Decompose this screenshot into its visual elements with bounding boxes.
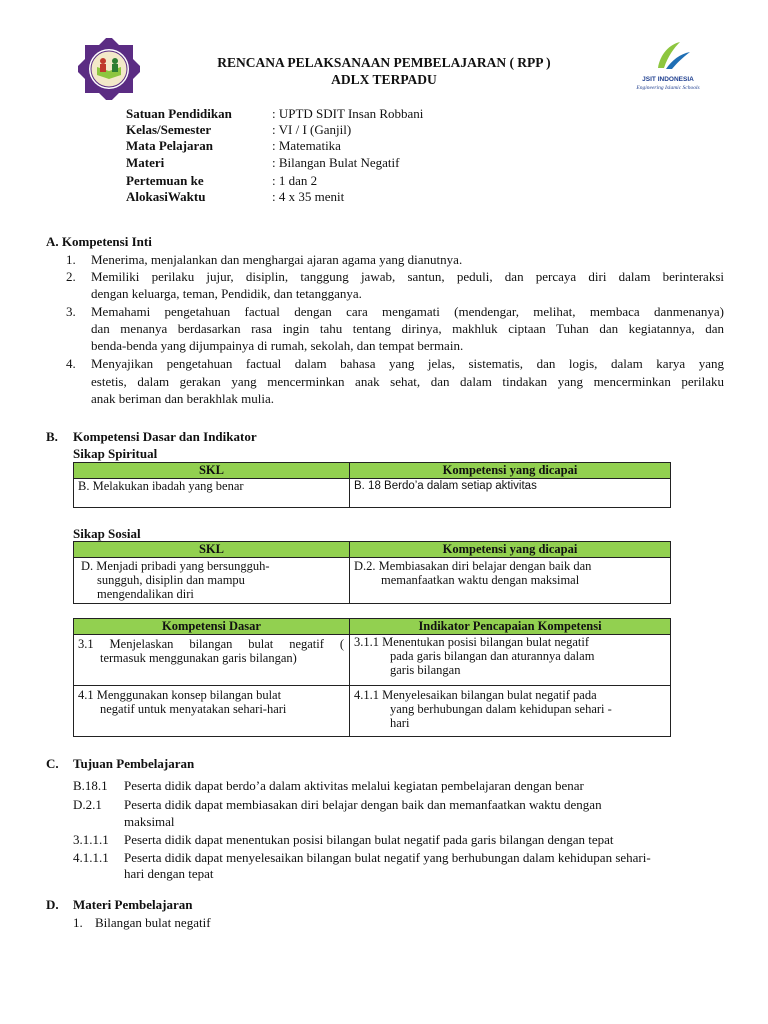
info-label: Materi — [126, 155, 165, 170]
cell-line: sungguh, disiplin dan mampu — [97, 573, 245, 587]
info-value: : 4 x 35 menit — [272, 189, 345, 204]
objective-text: Peserta didik dapat membiasakan diri belajar dengan baik dan memanfaatkan waktu dengan — [124, 797, 602, 812]
cell-line: mengendalikan diri — [97, 587, 194, 601]
table-header: SKL — [74, 463, 350, 479]
list-item-text: Menyajikan pengetahuan factual dalam bahasa yang jelas, sistematis, dan logis, dalam karya yang — [91, 356, 724, 371]
kompetensi-dasar-table — [73, 618, 671, 737]
objective-text: Peserta didik dapat menentukan posisi bilangan bulat negatif pada garis bilangan dengan tepat — [124, 832, 614, 847]
list-item-text: benda-benda yang dijumpainya di rumah, sekolah, dan tempat bermain. — [91, 338, 464, 353]
list-item-text: Menerima, menjalankan dan menghargai ajaran agama yang dianutnya. — [91, 252, 463, 267]
cell-line: D. Menjadi pribadi yang bersungguh- — [81, 559, 270, 573]
list-number: 1. — [66, 252, 76, 267]
info-value: : 1 dan 2 — [272, 173, 318, 188]
table-row — [74, 635, 671, 686]
list-number: 2. — [66, 269, 76, 284]
table-cell — [350, 635, 671, 686]
section-b-number: B. — [46, 429, 58, 444]
objective-code: D.2.1 — [73, 797, 102, 812]
objective-text: maksimal — [124, 814, 175, 829]
cell-line: yang berhubungan dalam kehidupan sehari - — [390, 702, 612, 716]
table-cell — [74, 635, 350, 686]
info-label: Kelas/Semester — [126, 122, 212, 137]
list-item-text: dengan keluarga, teman, Pendidik, dan tetangganya. — [91, 286, 362, 301]
table-header: Indikator Pencapaian Kompetensi — [350, 619, 671, 635]
info-value: : Bilangan Bulat Negatif — [272, 155, 400, 170]
list-number: 3. — [66, 304, 76, 319]
sikap-spiritual-title: Sikap Spiritual — [73, 446, 158, 461]
list-item-text: estetis, dalam gerakan yang mencerminkan anak sehat, dan dalam tindakan yang mencerminkan perilaku — [91, 374, 724, 389]
cell-line: termasuk menggunakan garis bilangan) — [100, 651, 297, 665]
info-label: Pertemuan ke — [126, 173, 204, 188]
logo-name: JSIT INDONESIA — [642, 76, 694, 83]
objective-code: B.18.1 — [73, 778, 108, 793]
document-title: RENCANA PELAKSANAAN PEMBELAJARAN ( RPP ) — [217, 55, 551, 70]
table-cell — [74, 558, 350, 604]
table-header: Kompetensi yang dicapai — [350, 542, 671, 558]
cell-line: pada garis bilangan dan aturannya dalam — [390, 649, 595, 663]
objective-code: 3.1.1.1 — [73, 832, 109, 847]
table-row — [74, 558, 671, 604]
cell-line: 3.1 Menjelaskan bilangan bulat negatif ( — [78, 637, 344, 651]
section-d-title: Materi Pembelajaran — [73, 897, 193, 912]
sikap-sosial-table — [73, 541, 671, 604]
objective-text: Peserta didik dapat menyelesaikan bilangan bulat negatif yang berhubungan dalam kehidupan sehari- — [124, 850, 651, 865]
objective-text: Peserta didik dapat berdo’a dalam aktivitas melalui kegiatan pembelajaran dengan benar — [124, 778, 584, 793]
table-cell — [74, 686, 350, 737]
list-item-text: anak beriman dan berakhlak mulia. — [91, 391, 275, 406]
list-item-text: dan menanya berdasarkan rasa ingin tahu tentang dirinya, makhluk ciptaan Tuhan dan kegiatannya, dan — [91, 321, 724, 336]
logo-tagline: Engineering Islamic Schools — [636, 85, 700, 91]
section-c-title: Tujuan Pembelajaran — [73, 756, 195, 771]
section-a-title: A. Kompetensi Inti — [46, 234, 152, 249]
table-header: Kompetensi Dasar — [74, 619, 350, 635]
objective-code: 4.1.1.1 — [73, 850, 109, 865]
list-item-text: Memiliki perilaku jujur, disiplin, tanggung jawab, santun, peduli, dan percaya diri dalam berinteraksi — [91, 269, 724, 284]
cell-line: D.2. Membiasakan diri belajar dengan baik dan — [354, 559, 592, 573]
table-cell — [350, 558, 671, 604]
document-subtitle: ADLX TERPADU — [331, 72, 437, 87]
info-label: Satuan Pendidikan — [126, 106, 232, 121]
list-number: 1. — [73, 915, 83, 930]
cell-line: memanfaatkan waktu dengan maksimal — [381, 573, 580, 587]
table-cell: B. 18 Berdo’a dalam setiap aktivitas — [350, 479, 671, 508]
table-row — [74, 479, 671, 508]
objective-text: hari dengan tepat — [124, 866, 214, 881]
list-number: 4. — [66, 356, 76, 371]
sikap-sosial-title: Sikap Sosial — [73, 526, 141, 541]
cell-line: negatif untuk menyatakan sehari-hari — [100, 702, 287, 716]
table-cell — [350, 686, 671, 737]
list-item-text: Memahami pengetahuan factual dengan cara mengamati (mendengar, melihat, membaca danmenanya) — [91, 304, 724, 319]
table-header: Kompetensi yang dicapai — [350, 463, 671, 479]
list-item-text: Bilangan bulat negatif — [95, 915, 211, 930]
info-value: : UPTD SDIT Insan Robbani — [272, 106, 424, 121]
cell-line: 3.1.1 Menentukan posisi bilangan bulat negatif — [354, 635, 590, 649]
cell-line: 4.1.1 Menyelesaikan bilangan bulat negatif pada — [354, 688, 597, 702]
cell-line: garis bilangan — [390, 663, 461, 677]
section-c-number: C. — [46, 756, 59, 771]
table-row — [74, 686, 671, 737]
section-d-number: D. — [46, 897, 59, 912]
table-cell: B. Melakukan ibadah yang benar — [74, 479, 350, 508]
section-b-title: Kompetensi Dasar dan Indikator — [73, 429, 257, 444]
info-value: : Matematika — [272, 138, 341, 153]
sikap-spiritual-table — [73, 462, 671, 508]
info-label: Mata Pelajaran — [126, 138, 214, 153]
table-header: SKL — [74, 542, 350, 558]
info-value: : VI / I (Ganjil) — [272, 122, 352, 137]
cell-line: 4.1 Menggunakan konsep bilangan bulat — [78, 688, 282, 702]
info-label: AlokasiWaktu — [126, 189, 206, 204]
cell-line: hari — [390, 716, 410, 730]
